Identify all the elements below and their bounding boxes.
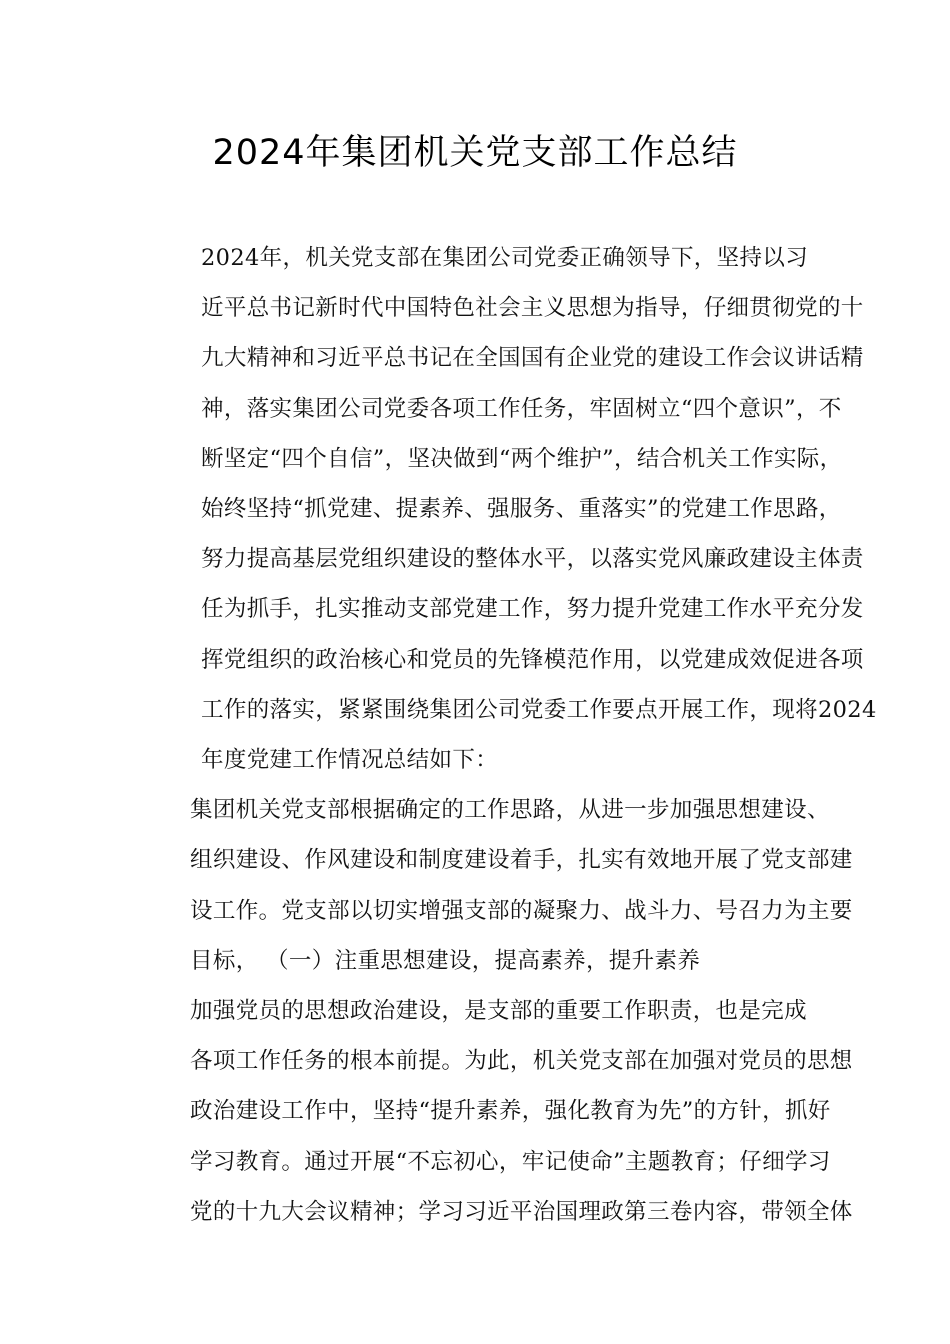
text-line: 挥党组织的政治核心和党员的先锋模范作用，以党建成效促进各项 [201,646,864,673]
text-line: 神，落实集团公司党委各项工作任务，牢固树立“四个意识”，不 [201,395,842,422]
text-line: 断坚定“四个自信”，坚决做到“两个维护”，结合机关工作实际， [201,445,843,472]
paragraph-work-approach [145,785,853,986]
document-title: 2024年集团机关党支部工作总结 [212,133,738,173]
text-line: 组织建设、作风建设和制度建设着手，扎实有效地开展了党支部建 [190,847,853,874]
text-line: 设工作。党支部以切实增强支部的凝聚力、战斗力、号召力为主要 [190,897,853,924]
text-line: 党的十九大会议精神；学习习近平治国理政第三卷内容，带领全体 [190,1198,853,1225]
text-line: 集团机关党支部根据确定的工作思路，从进一步加强思想建设、 [190,797,830,824]
text-line: 2024年，机关党支部在集团公司党委正确领导下，坚持以习 [201,245,809,271]
text-line: 九大精神和习近平总书记在全国国有企业党的建设工作会议讲话精 [201,345,864,372]
paragraph-intro [145,233,877,785]
text-line: 近平总书记新时代中国特色社会主义思想为指导，仔细贯彻党的十 [201,295,864,322]
text-line: 年度党建工作情况总结如下： [201,747,499,774]
document-body [145,233,877,1237]
text-line: 努力提高基层党组织建设的整体水平，以落实党风廉政建设主体责 [201,546,864,573]
text-line: 各项工作任务的根本前提。为此，机关党支部在加强对党员的思想 [190,1048,853,1075]
text-line: 加强党员的思想政治建设，是支部的重要工作职责，也是完成 [190,998,807,1025]
text-line: 学习教育。通过开展“不忘初心，牢记使命”主题教育；仔细学习 [190,1148,831,1175]
text-line: 工作的落实，紧紧围绕集团公司党委工作要点开展工作，现将2024 [201,696,877,723]
paragraph-ideological-building [145,986,853,1237]
text-line: 始终坚持“抓党建、提素养、强服务、重落实”的党建工作思路， [201,496,842,523]
text-line: 目标， （一）注重思想建设，提高素养，提升素养 [190,947,701,974]
text-line: 任为抓手，扎实推动支部党建工作，努力提升党建工作水平充分发 [201,596,864,623]
text-line: 政治建设工作中，坚持“提升素养，强化教育为先”的方针，抓好 [190,1098,831,1125]
